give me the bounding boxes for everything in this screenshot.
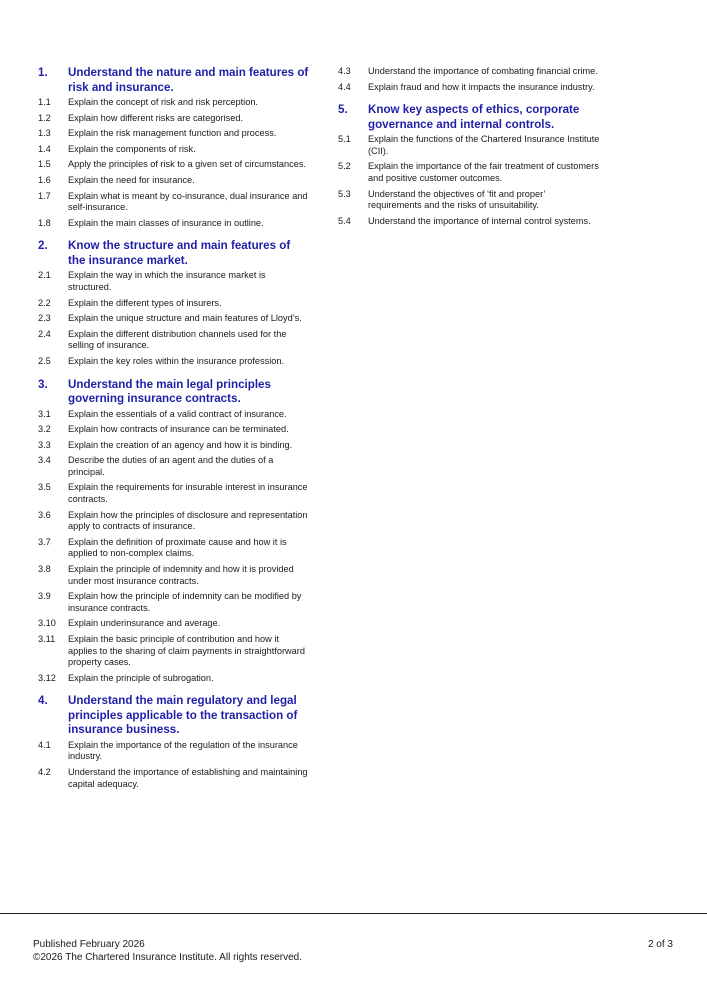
outcome-number: 4.2 bbox=[38, 767, 51, 778]
outcome-number: 2.5 bbox=[38, 355, 51, 366]
outcome-number: 5.3 bbox=[338, 188, 351, 199]
outcome-text: Explain what is meant by co-insurance, dual insurance and self-insurance. bbox=[68, 190, 308, 213]
section-number: 5. bbox=[338, 103, 348, 117]
learning-outcome bbox=[38, 673, 310, 685]
learning-outcome bbox=[38, 298, 310, 310]
outcome-number: 4.4 bbox=[338, 81, 351, 92]
section-number: 1. bbox=[38, 66, 48, 79]
outcome-text: Explain the concept of risk and risk perception. bbox=[68, 97, 258, 107]
learning-outcome bbox=[338, 134, 600, 157]
outcome-text: Explain underinsurance and average. bbox=[68, 618, 221, 629]
outcome-number: 1.7 bbox=[38, 190, 51, 201]
outcome-text: Explain the different distribution channels used for the selling of insurance. bbox=[68, 328, 287, 351]
section-title: Know key aspects of ethics, corporate governance and internal controls. bbox=[368, 103, 580, 131]
outcome-text: Explain the importance of the fair treatment of customers and positive customer outcomes. bbox=[368, 161, 599, 183]
outcome-number: 3.1 bbox=[38, 408, 51, 419]
learning-outcome bbox=[38, 175, 310, 187]
learning-outcome bbox=[38, 313, 310, 325]
section-heading bbox=[38, 694, 310, 738]
outcome-number: 3.3 bbox=[38, 439, 51, 450]
outcome-text: Explain the requirements for insurable interest in insurance contracts. bbox=[68, 482, 308, 505]
section-heading bbox=[38, 66, 310, 95]
learning-outcome bbox=[38, 191, 310, 214]
outcome-number: 1.1 bbox=[38, 97, 51, 107]
section-title: Understand the main legal principles governing insurance contracts. bbox=[68, 377, 271, 405]
footer-divider bbox=[0, 913, 707, 914]
learning-outcome bbox=[38, 159, 310, 171]
outcome-number: 2.1 bbox=[38, 270, 51, 281]
outcome-number: 2.2 bbox=[38, 297, 51, 308]
syllabus-section bbox=[338, 66, 600, 93]
learning-outcome bbox=[38, 440, 310, 452]
outcome-text: Explain the functions of the Chartered Insurance Institute (CII). bbox=[368, 134, 600, 156]
outcome-number: 1.5 bbox=[38, 159, 51, 170]
syllabus-section bbox=[38, 66, 310, 229]
learning-outcome bbox=[38, 144, 310, 156]
learning-outcome bbox=[38, 482, 310, 505]
learning-outcome bbox=[38, 97, 310, 109]
outcome-number: 3.11 bbox=[38, 634, 56, 644]
outcome-text: Explain the risk management function and process. bbox=[68, 128, 277, 139]
outcome-number: 3.2 bbox=[38, 424, 51, 435]
outcome-number: 3.7 bbox=[38, 536, 51, 547]
outcome-text: Understand the importance of combating financial crime. bbox=[368, 66, 598, 76]
outcome-text: Explain the key roles within the insurance profession. bbox=[68, 355, 285, 366]
outcome-text: Explain how the principles of disclosure and representation apply to contracts of insurance. bbox=[68, 509, 308, 532]
left-column bbox=[38, 66, 310, 800]
learning-outcome bbox=[38, 537, 310, 560]
learning-outcome bbox=[338, 189, 600, 212]
learning-outcome bbox=[338, 161, 600, 184]
outcome-text: Explain the different types of insurers. bbox=[68, 297, 222, 308]
learning-outcome bbox=[38, 767, 310, 790]
learning-outcome bbox=[38, 409, 310, 421]
page-number: 2 of 3 bbox=[647, 939, 673, 950]
right-column bbox=[338, 66, 600, 237]
syllabus-section bbox=[338, 103, 600, 227]
outcome-number: 3.5 bbox=[38, 482, 51, 493]
learning-outcome bbox=[38, 113, 310, 125]
outcome-text: Explain how contracts of insurance can be terminated. bbox=[68, 424, 289, 435]
outcome-text: Explain the way in which the insurance market is structured. bbox=[68, 270, 266, 292]
outcome-text: Explain how the principle of indemnity can be modified by insurance contracts. bbox=[68, 591, 302, 613]
outcome-text: Understand the objectives of ‘fit and proper’ requirements and the risks of unsuitability. bbox=[368, 188, 546, 211]
outcome-number: 5.1 bbox=[338, 134, 351, 145]
learning-outcome bbox=[38, 618, 310, 630]
published-date: Published February 2026 bbox=[33, 939, 145, 950]
learning-outcome bbox=[338, 82, 600, 94]
outcome-number: 1.2 bbox=[38, 112, 51, 123]
learning-outcome bbox=[338, 216, 600, 228]
syllabus-section bbox=[38, 694, 310, 790]
outcome-number: 5.2 bbox=[338, 161, 351, 172]
outcome-text: Explain the principle of subrogation. bbox=[68, 672, 214, 683]
outcome-text: Explain fraud and how it impacts the insurance industry. bbox=[368, 81, 595, 92]
outcome-text: Explain the importance of the regulation of the insurance industry. bbox=[68, 739, 298, 762]
syllabus-section bbox=[38, 378, 310, 685]
outcome-number: 1.3 bbox=[38, 128, 51, 139]
section-heading bbox=[338, 103, 600, 132]
learning-outcome bbox=[38, 424, 310, 436]
outcome-number: 3.12 bbox=[38, 672, 56, 683]
section-heading bbox=[38, 378, 310, 407]
section-heading bbox=[38, 239, 310, 268]
section-number: 3. bbox=[38, 377, 48, 391]
outcome-number: 1.8 bbox=[38, 217, 51, 228]
outcome-text: Explain the basic principle of contribution and how it applies to the sharing of claim payments in straightforward property cases. bbox=[68, 634, 305, 668]
learning-outcome bbox=[38, 510, 310, 533]
outcome-number: 2.3 bbox=[38, 313, 51, 324]
learning-outcome bbox=[38, 128, 310, 140]
section-title: Understand the nature and main features of risk and insurance. bbox=[68, 66, 309, 94]
outcome-text: Explain the components of risk. bbox=[68, 143, 196, 154]
outcome-number: 2.4 bbox=[38, 328, 51, 339]
outcome-number: 3.4 bbox=[38, 455, 51, 466]
outcome-text: Describe the duties of an agent and the duties of a principal. bbox=[68, 455, 274, 477]
section-number: 4. bbox=[38, 694, 48, 708]
outcome-text: Explain the unique structure and main features of Lloyd’s. bbox=[68, 313, 302, 324]
outcome-text: Explain the principle of indemnity and how it is provided under most insurance contracts. bbox=[68, 564, 294, 586]
outcome-text: Explain the need for insurance. bbox=[68, 174, 195, 185]
outcome-number: 3.6 bbox=[38, 509, 51, 520]
outcome-number: 1.6 bbox=[38, 174, 51, 185]
outcome-number: 4.1 bbox=[38, 739, 51, 750]
outcome-text: Explain the definition of proximate cause and how it is applied to non-complex claims. bbox=[68, 536, 287, 559]
learning-outcome bbox=[38, 455, 310, 478]
learning-outcome bbox=[38, 634, 310, 669]
syllabus-section bbox=[38, 239, 310, 367]
outcome-number: 3.8 bbox=[38, 564, 51, 575]
learning-outcome bbox=[38, 356, 310, 368]
page-footer bbox=[33, 938, 673, 964]
outcome-text: Apply the principles of risk to a given set of circumstances. bbox=[68, 159, 306, 170]
learning-outcome bbox=[38, 218, 310, 230]
copyright-notice: ©2026 The Chartered Insurance Institute. All rights reserved. bbox=[33, 952, 302, 963]
outcome-text: Understand the importance of internal control systems. bbox=[368, 215, 591, 226]
outcome-number: 1.4 bbox=[38, 143, 51, 154]
section-title: Understand the main regulatory and legal principles applicable to the transaction of insurance business. bbox=[68, 694, 298, 737]
outcome-number: 3.10 bbox=[38, 618, 56, 629]
section-title: Know the structure and main features of the insurance market. bbox=[68, 239, 291, 267]
learning-outcome bbox=[38, 740, 310, 763]
learning-outcome bbox=[338, 66, 600, 78]
section-number: 2. bbox=[38, 239, 48, 253]
outcome-text: Explain how different risks are categorised. bbox=[68, 112, 243, 123]
learning-outcome bbox=[38, 591, 310, 614]
outcome-number: 4.3 bbox=[338, 66, 351, 76]
learning-outcome bbox=[38, 270, 310, 293]
outcome-number: 5.4 bbox=[338, 215, 351, 226]
outcome-text: Explain the main classes of insurance in outline. bbox=[68, 217, 264, 228]
outcome-text: Explain the creation of an agency and how it is binding. bbox=[68, 439, 293, 450]
outcome-text: Explain the essentials of a valid contract of insurance. bbox=[68, 408, 287, 419]
outcome-text: Understand the importance of establishing and maintaining capital adequacy. bbox=[68, 767, 308, 789]
outcome-number: 3.9 bbox=[38, 591, 51, 602]
learning-outcome bbox=[38, 564, 310, 587]
learning-outcome bbox=[38, 329, 310, 352]
